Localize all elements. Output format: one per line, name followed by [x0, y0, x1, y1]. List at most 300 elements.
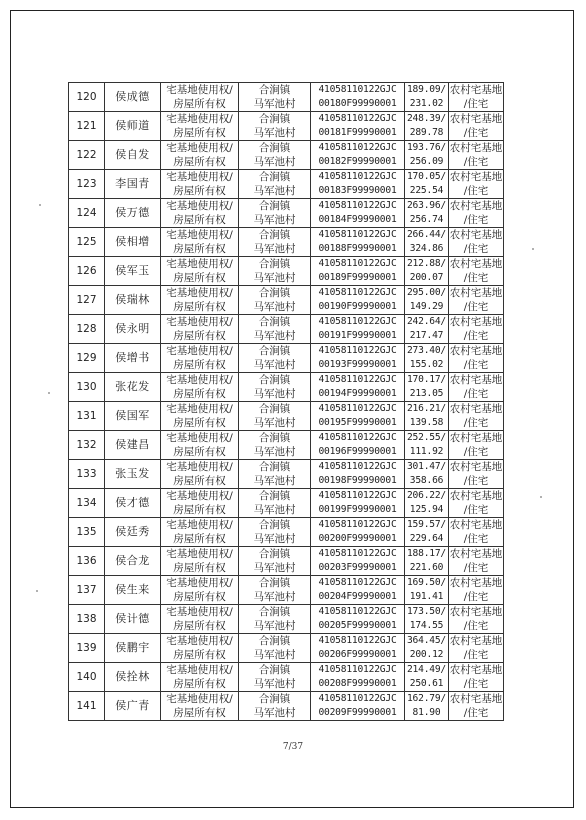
- right-type-line: 宅基地使用权/: [166, 548, 233, 560]
- right-type-line: 宅基地使用权/: [166, 229, 233, 241]
- land-use-line: /住宅: [463, 446, 489, 458]
- owner-name: 侯万德: [105, 199, 161, 228]
- unit-code-line: 00204F99990001: [318, 591, 397, 602]
- owner-name: 侯生来: [105, 576, 161, 605]
- area-values-line: 263.96/: [406, 200, 447, 211]
- land-use-line: /住宅: [463, 127, 489, 139]
- location: [239, 663, 311, 692]
- row-number: 134: [69, 489, 105, 518]
- land-use: [449, 663, 504, 692]
- right-type-line: 房屋所有权: [173, 330, 226, 342]
- right-type: [161, 576, 239, 605]
- unit-code: [311, 634, 405, 663]
- right-type-line: 房屋所有权: [173, 533, 226, 545]
- right-type-line: 宅基地使用权/: [166, 200, 233, 212]
- location-line: 合涧镇: [258, 84, 291, 96]
- unit-code: [311, 112, 405, 141]
- location: [239, 112, 311, 141]
- land-use-line: 农村宅基地: [449, 84, 503, 96]
- area-values-line: 358.66: [409, 475, 444, 486]
- area-values-line: 200.12: [409, 649, 444, 660]
- owner-name: 侯鹏宇: [105, 634, 161, 663]
- unit-code: [311, 228, 405, 257]
- row-number: 125: [69, 228, 105, 257]
- owner-name: 侯增书: [105, 344, 161, 373]
- unit-code-line: 00191F99990001: [318, 330, 397, 341]
- location: [239, 170, 311, 199]
- right-type: [161, 692, 239, 721]
- row-number: 140: [69, 663, 105, 692]
- row-number: 130: [69, 373, 105, 402]
- unit-code-line: 00203F99990001: [318, 562, 397, 573]
- land-use-line: /住宅: [463, 214, 489, 226]
- area-values-line: 149.29: [409, 301, 444, 312]
- unit-code: [311, 692, 405, 721]
- land-use-line: 农村宅基地: [449, 577, 503, 589]
- unit-code-line: 41058110122GJC: [318, 287, 397, 298]
- area-values: [405, 402, 449, 431]
- location: [239, 634, 311, 663]
- land-use-line: /住宅: [463, 678, 489, 690]
- land-use: [449, 257, 504, 286]
- unit-code-line: 41058110122GJC: [318, 490, 397, 501]
- area-values-line: 169.50/: [406, 577, 447, 588]
- land-use: [449, 286, 504, 315]
- table-row: [69, 83, 504, 112]
- location: [239, 286, 311, 315]
- right-type-line: 房屋所有权: [173, 649, 226, 661]
- right-type-line: 房屋所有权: [173, 388, 226, 400]
- owner-name: 侯广青: [105, 692, 161, 721]
- unit-code-line: 00188F99990001: [318, 243, 397, 254]
- unit-code-line: 41058110122GJC: [318, 113, 397, 124]
- right-type-line: 房屋所有权: [173, 98, 226, 110]
- location-line: 合涧镇: [258, 374, 291, 386]
- right-type-line: 宅基地使用权/: [166, 171, 233, 183]
- table-row: [69, 257, 504, 286]
- land-use-line: 农村宅基地: [449, 461, 503, 473]
- location-line: 合涧镇: [258, 432, 291, 444]
- unit-code-line: 00180F99990001: [318, 98, 397, 109]
- location-line: 马军池村: [253, 214, 296, 226]
- right-type: [161, 489, 239, 518]
- right-type: [161, 199, 239, 228]
- right-type-line: 宅基地使用权/: [166, 84, 233, 96]
- right-type-line: 房屋所有权: [173, 446, 226, 458]
- area-values-line: 256.74: [409, 214, 444, 225]
- owner-name: 侯永明: [105, 315, 161, 344]
- table-row: [69, 402, 504, 431]
- location-line: 马军池村: [253, 330, 296, 342]
- unit-code: [311, 518, 405, 547]
- row-number: 135: [69, 518, 105, 547]
- row-number: 138: [69, 605, 105, 634]
- row-number: 127: [69, 286, 105, 315]
- location: [239, 489, 311, 518]
- row-number: 128: [69, 315, 105, 344]
- location-line: 马军池村: [253, 591, 296, 603]
- owner-name: 张花发: [105, 373, 161, 402]
- right-type: [161, 663, 239, 692]
- table-row: [69, 315, 504, 344]
- right-type-line: 房屋所有权: [173, 185, 226, 197]
- owner-name: 侯拴林: [105, 663, 161, 692]
- owner-name: 侯自发: [105, 141, 161, 170]
- land-use: [449, 518, 504, 547]
- area-values-line: 139.58: [409, 417, 444, 428]
- table-body: [69, 83, 504, 721]
- right-type: [161, 518, 239, 547]
- location-line: 合涧镇: [258, 577, 291, 589]
- owner-name: 侯瑞林: [105, 286, 161, 315]
- location-line: 合涧镇: [258, 461, 291, 473]
- land-use-line: 农村宅基地: [449, 664, 503, 676]
- row-number: 131: [69, 402, 105, 431]
- land-use-line: /住宅: [463, 504, 489, 516]
- right-type: [161, 170, 239, 199]
- table-row: [69, 112, 504, 141]
- land-use-line: /住宅: [463, 620, 489, 632]
- area-values-line: 173.50/: [406, 606, 447, 617]
- scan-speck: [36, 590, 38, 592]
- table-row: [69, 692, 504, 721]
- location-line: 马军池村: [253, 678, 296, 690]
- area-values: [405, 257, 449, 286]
- unit-code: [311, 170, 405, 199]
- area-values-line: 273.40/: [406, 345, 447, 356]
- scan-speck: [39, 204, 41, 206]
- unit-code-line: 00184F99990001: [318, 214, 397, 225]
- right-type: [161, 112, 239, 141]
- location-line: 合涧镇: [258, 287, 291, 299]
- area-values-line: 170.17/: [406, 374, 447, 385]
- right-type-line: 宅基地使用权/: [166, 258, 233, 270]
- unit-code: [311, 576, 405, 605]
- land-use: [449, 83, 504, 112]
- owner-name: 侯合龙: [105, 547, 161, 576]
- area-values: [405, 170, 449, 199]
- table-row: [69, 547, 504, 576]
- page-number: 7/37: [282, 742, 304, 752]
- land-use-line: 农村宅基地: [449, 403, 503, 415]
- land-use: [449, 576, 504, 605]
- unit-code: [311, 431, 405, 460]
- area-values: [405, 228, 449, 257]
- owner-name: 侯成德: [105, 83, 161, 112]
- right-type-line: 宅基地使用权/: [166, 374, 233, 386]
- location: [239, 83, 311, 112]
- location-line: 马军池村: [253, 649, 296, 661]
- area-values-line: 301.47/: [406, 461, 447, 472]
- location: [239, 547, 311, 576]
- land-use: [449, 489, 504, 518]
- unit-code: [311, 460, 405, 489]
- right-type-line: 宅基地使用权/: [166, 693, 233, 705]
- unit-code: [311, 605, 405, 634]
- land-use-line: /住宅: [463, 301, 489, 313]
- area-values-line: 242.64/: [406, 316, 447, 327]
- location-line: 合涧镇: [258, 664, 291, 676]
- right-type-line: 宅基地使用权/: [166, 664, 233, 676]
- location-line: 合涧镇: [258, 635, 291, 647]
- right-type-line: 房屋所有权: [173, 156, 226, 168]
- land-use-line: /住宅: [463, 359, 489, 371]
- area-values: [405, 141, 449, 170]
- land-use-line: /住宅: [463, 562, 489, 574]
- area-values: [405, 547, 449, 576]
- right-type-line: 房屋所有权: [173, 678, 226, 690]
- table-row: [69, 286, 504, 315]
- right-type-line: 房屋所有权: [173, 417, 226, 429]
- location-line: 马军池村: [253, 475, 296, 487]
- owner-name: 侯军玉: [105, 257, 161, 286]
- unit-code-line: 41058110122GJC: [318, 461, 397, 472]
- land-use: [449, 431, 504, 460]
- area-values: [405, 431, 449, 460]
- right-type-line: 宅基地使用权/: [166, 287, 233, 299]
- row-number: 126: [69, 257, 105, 286]
- land-use: [449, 373, 504, 402]
- location: [239, 373, 311, 402]
- area-values: [405, 199, 449, 228]
- unit-code-line: 00181F99990001: [318, 127, 397, 138]
- unit-code: [311, 344, 405, 373]
- land-use: [449, 228, 504, 257]
- right-type: [161, 634, 239, 663]
- area-values-line: 225.54: [409, 185, 444, 196]
- area-values-line: 250.61: [409, 678, 444, 689]
- area-values: [405, 663, 449, 692]
- unit-code-line: 00195F99990001: [318, 417, 397, 428]
- land-use-line: 农村宅基地: [449, 635, 503, 647]
- area-values-line: 217.47: [409, 330, 444, 341]
- right-type-line: 宅基地使用权/: [166, 316, 233, 328]
- area-values-line: 174.55: [409, 620, 444, 631]
- right-type-line: 房屋所有权: [173, 243, 226, 255]
- area-values-line: 206.22/: [406, 490, 447, 501]
- right-type-line: 房屋所有权: [173, 620, 226, 632]
- table-row: [69, 634, 504, 663]
- owner-name: 侯师道: [105, 112, 161, 141]
- unit-code-line: 41058110122GJC: [318, 345, 397, 356]
- unit-code-line: 00209F99990001: [318, 707, 397, 718]
- right-type-line: 房屋所有权: [173, 127, 226, 139]
- owner-name: 李国青: [105, 170, 161, 199]
- location-line: 马军池村: [253, 98, 296, 110]
- table-row: [69, 373, 504, 402]
- right-type-line: 房屋所有权: [173, 707, 226, 719]
- area-values-line: 229.64: [409, 533, 444, 544]
- location-line: 马军池村: [253, 359, 296, 371]
- land-use: [449, 460, 504, 489]
- unit-code-line: 41058110122GJC: [318, 403, 397, 414]
- right-type-line: 房屋所有权: [173, 359, 226, 371]
- unit-code: [311, 286, 405, 315]
- land-use-line: 农村宅基地: [449, 374, 503, 386]
- area-values: [405, 605, 449, 634]
- area-values-line: 159.57/: [406, 519, 447, 530]
- unit-code-line: 00199F99990001: [318, 504, 397, 515]
- land-use-line: 农村宅基地: [449, 171, 503, 183]
- unit-code: [311, 141, 405, 170]
- area-values-line: 364.45/: [406, 635, 447, 646]
- unit-code: [311, 402, 405, 431]
- area-values-line: 155.02: [409, 359, 444, 370]
- area-values-line: 162.79/: [406, 693, 447, 704]
- row-number: 141: [69, 692, 105, 721]
- area-values: [405, 460, 449, 489]
- land-use-line: 农村宅基地: [449, 606, 503, 618]
- location-line: 合涧镇: [258, 258, 291, 270]
- location-line: 马军池村: [253, 301, 296, 313]
- location-line: 合涧镇: [258, 403, 291, 415]
- land-use-line: /住宅: [463, 649, 489, 661]
- right-type-line: 房屋所有权: [173, 562, 226, 574]
- area-values-line: 188.17/: [406, 548, 447, 559]
- land-use-line: 农村宅基地: [449, 693, 503, 705]
- owner-name: 张玉发: [105, 460, 161, 489]
- table-row: [69, 199, 504, 228]
- unit-code-line: 00205F99990001: [318, 620, 397, 631]
- right-type: [161, 431, 239, 460]
- area-values-line: 200.07: [409, 272, 444, 283]
- right-type: [161, 83, 239, 112]
- right-type-line: 宅基地使用权/: [166, 461, 233, 473]
- right-type-line: 房屋所有权: [173, 214, 226, 226]
- location-line: 马军池村: [253, 127, 296, 139]
- location-line: 马军池村: [253, 707, 296, 719]
- land-use: [449, 605, 504, 634]
- location: [239, 141, 311, 170]
- location-line: 合涧镇: [258, 606, 291, 618]
- owner-name: 侯建昌: [105, 431, 161, 460]
- unit-code-line: 00193F99990001: [318, 359, 397, 370]
- right-type: [161, 547, 239, 576]
- land-use-line: /住宅: [463, 98, 489, 110]
- right-type-line: 宅基地使用权/: [166, 432, 233, 444]
- area-values-line: 111.92: [409, 446, 444, 457]
- unit-code-line: 41058110122GJC: [318, 84, 397, 95]
- land-use: [449, 199, 504, 228]
- location-line: 马军池村: [253, 504, 296, 516]
- unit-code: [311, 257, 405, 286]
- land-use-line: 农村宅基地: [449, 432, 503, 444]
- land-use-line: /住宅: [463, 591, 489, 603]
- land-use: [449, 344, 504, 373]
- location-line: 马军池村: [253, 185, 296, 197]
- area-values-line: 221.60: [409, 562, 444, 573]
- land-use: [449, 315, 504, 344]
- area-values: [405, 634, 449, 663]
- location-line: 马军池村: [253, 446, 296, 458]
- right-type-line: 宅基地使用权/: [166, 577, 233, 589]
- right-type-line: 房屋所有权: [173, 301, 226, 313]
- land-use-line: 农村宅基地: [449, 229, 503, 241]
- location: [239, 257, 311, 286]
- unit-code-line: 41058110122GJC: [318, 635, 397, 646]
- right-type: [161, 344, 239, 373]
- area-values: [405, 112, 449, 141]
- unit-code: [311, 547, 405, 576]
- location-line: 马军池村: [253, 243, 296, 255]
- right-type-line: 宅基地使用权/: [166, 635, 233, 647]
- area-values: [405, 286, 449, 315]
- location-line: 马军池村: [253, 562, 296, 574]
- land-use-line: 农村宅基地: [449, 490, 503, 502]
- table-row: [69, 228, 504, 257]
- location: [239, 344, 311, 373]
- location: [239, 431, 311, 460]
- area-values-line: 231.02: [409, 98, 444, 109]
- unit-code-line: 41058110122GJC: [318, 200, 397, 211]
- row-number: 139: [69, 634, 105, 663]
- area-values: [405, 373, 449, 402]
- area-values-line: 212.88/: [406, 258, 447, 269]
- table-row: [69, 170, 504, 199]
- table-row: [69, 518, 504, 547]
- row-number: 121: [69, 112, 105, 141]
- right-type: [161, 605, 239, 634]
- land-use: [449, 692, 504, 721]
- land-use-line: /住宅: [463, 156, 489, 168]
- unit-code-line: 00189F99990001: [318, 272, 397, 283]
- area-values-line: 216.21/: [406, 403, 447, 414]
- land-use-line: 农村宅基地: [449, 258, 503, 270]
- location-line: 马军池村: [253, 620, 296, 632]
- row-number: 123: [69, 170, 105, 199]
- location-line: 马军池村: [253, 272, 296, 284]
- right-type: [161, 257, 239, 286]
- location-line: 马军池村: [253, 388, 296, 400]
- unit-code-line: 00194F99990001: [318, 388, 397, 399]
- owner-name: 侯才德: [105, 489, 161, 518]
- area-values-line: 189.09/: [406, 84, 447, 95]
- land-use-line: /住宅: [463, 272, 489, 284]
- area-values-line: 193.76/: [406, 142, 447, 153]
- unit-code-line: 00196F99990001: [318, 446, 397, 457]
- area-values-line: 213.05: [409, 388, 444, 399]
- location-line: 合涧镇: [258, 229, 291, 241]
- unit-code-line: 41058110122GJC: [318, 664, 397, 675]
- area-values: [405, 83, 449, 112]
- unit-code-line: 00183F99990001: [318, 185, 397, 196]
- land-use-line: 农村宅基地: [449, 316, 503, 328]
- scan-speck: [540, 496, 542, 498]
- right-type-line: 宅基地使用权/: [166, 403, 233, 415]
- unit-code-line: 41058110122GJC: [318, 432, 397, 443]
- unit-code-line: 00200F99990001: [318, 533, 397, 544]
- area-values-line: 81.90: [412, 707, 441, 718]
- unit-code-line: 00182F99990001: [318, 156, 397, 167]
- unit-code-line: 41058110122GJC: [318, 519, 397, 530]
- location: [239, 402, 311, 431]
- row-number: 120: [69, 83, 105, 112]
- land-use-line: /住宅: [463, 388, 489, 400]
- area-values: [405, 315, 449, 344]
- land-use-line: /住宅: [463, 533, 489, 545]
- location: [239, 315, 311, 344]
- area-values: [405, 692, 449, 721]
- unit-code: [311, 83, 405, 112]
- right-type-line: 宅基地使用权/: [166, 142, 233, 154]
- location-line: 合涧镇: [258, 316, 291, 328]
- land-use-line: /住宅: [463, 475, 489, 487]
- unit-code-line: 41058110122GJC: [318, 374, 397, 385]
- land-use: [449, 402, 504, 431]
- unit-code-line: 41058110122GJC: [318, 229, 397, 240]
- location: [239, 518, 311, 547]
- area-values-line: 324.86: [409, 243, 444, 254]
